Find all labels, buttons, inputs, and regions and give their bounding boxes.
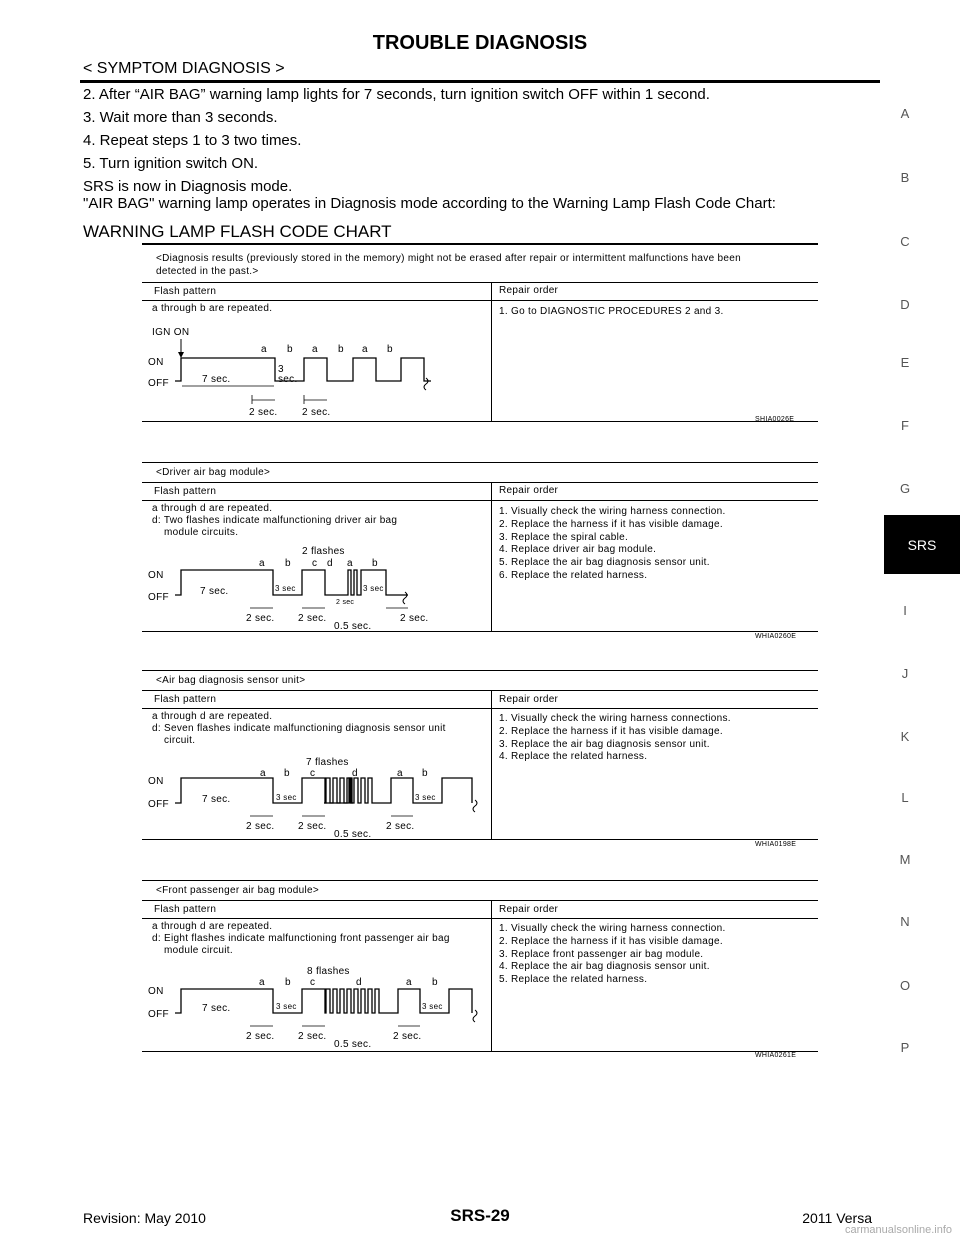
on-label: ON [148,776,164,787]
table-header-top-rule [142,690,818,691]
on-label: ON [148,986,164,997]
label-a: a [312,344,318,355]
side-index-o[interactable]: O [899,978,911,993]
repair-order-header: Repair order [499,694,559,705]
footer-watermark: carmanualsonline.info [844,1224,952,1236]
label-b: b [284,768,290,779]
repair-step: 4. Replace driver air bag module. [499,544,657,556]
repair-step: 3. Replace front passenger air bag module. [499,948,704,960]
header-rule [142,300,818,301]
side-index-d[interactable]: D [900,297,910,312]
column-divider [491,690,492,840]
label-b: b [432,977,438,988]
label-a: a [397,768,403,779]
label-b: b [387,344,393,355]
table-lead-line: <Air bag diagnosis sensor unit> [156,675,306,686]
break-mark [473,1010,477,1022]
off-label: OFF [148,1009,169,1020]
footer-page-number: SRS-29 [450,1206,510,1225]
column-divider [491,482,492,632]
footer-revision: Revision: May 2010 [83,1210,206,1226]
flash-code-table-sensor-unit [142,670,818,850]
label-b: b [287,344,293,355]
two-sec-label: 2 sec. [249,407,278,418]
flash-pattern-diagram [142,962,487,1054]
repair-step: 5. Replace the related harness. [499,974,648,986]
side-index-e[interactable]: E [900,355,910,370]
label-b: b [372,558,378,569]
paragraph-diagnosis-mode: SRS is now in Diagnosis mode. [83,178,293,195]
paragraph-warning-lamp: "AIR BAG" warning lamp operates in Diagnosis mode according to the Warning Lamp Flash Code Chart: [83,195,776,212]
label-b: b [422,768,428,779]
waveform-flashes [324,778,472,803]
side-index-c[interactable]: C [900,234,910,249]
flash-count-label: 2 flashes [302,546,345,557]
label-b: b [285,977,291,988]
table-lead-line: <Front passenger air bag module> [156,885,320,896]
table-header-top-rule [142,900,818,901]
on-label: ON [148,570,164,581]
half-sec-label: 0.5 sec. [334,621,372,632]
two-sec-label: 2 sec [336,599,355,606]
repair-order-header: Repair order [499,485,559,496]
condition-line: module circuits. [164,527,239,538]
half-sec-label: 0.5 sec. [334,1039,372,1050]
flash-count-label: 8 flashes [307,966,350,977]
flash-code-table-memory [142,250,818,430]
header-rule [142,708,818,709]
step-4: 4. Repeat steps 1 to 3 two times. [83,132,302,149]
table-top-rule [142,462,818,463]
seven-sec-label: 7 sec. [202,1003,231,1014]
figure-code: SHIA0026E [755,416,795,423]
step-3: 3. Wait more than 3 seconds. [83,109,278,126]
three-sec-label: sec. [278,374,298,385]
side-index-j[interactable]: J [901,666,909,681]
label-c: c [310,768,316,779]
repair-step: 3. Replace the spiral cable. [499,531,629,543]
side-index-a[interactable]: A [900,106,910,121]
side-index-b[interactable]: B [900,170,910,185]
three-sec-label: 3 sec [276,1002,297,1011]
seven-sec-label: 7 sec. [202,794,231,805]
two-sec-label: 2 sec. [386,821,415,832]
three-sec-label: 3 sec [415,793,436,802]
flash-condition [152,503,487,539]
two-sec-label: 2 sec. [298,1031,327,1042]
repair-step: 6. Replace the related harness. [499,569,648,581]
two-sec-label: 2 sec. [246,613,275,624]
condition-line: a through b are repeated. [152,303,273,314]
repair-order-list [499,506,814,583]
break-mark [403,592,407,604]
figure-code: WHIA0260E [755,633,797,640]
off-label: OFF [148,378,169,389]
flash-code-table-driver [142,462,818,642]
label-d: d [352,768,358,779]
off-label: OFF [148,799,169,810]
page-title: TROUBLE DIAGNOSIS [372,32,588,54]
table-top-rule [142,670,818,671]
two-sec-label: 2 sec. [302,407,331,418]
table-top-rule [142,282,818,283]
side-index-k[interactable]: K [900,729,910,744]
label-c: c [312,558,318,569]
two-sec-label: 2 sec. [298,821,327,832]
flash-condition [152,711,487,747]
label-a: a [259,977,265,988]
three-sec-label: 3 sec [363,584,384,593]
flash-condition [152,303,487,315]
step-5: 5. Turn ignition switch ON. [83,155,259,172]
condition-line: a through d are repeated. [152,711,273,722]
chart-heading-rule [142,243,818,245]
repair-step: 2. Replace the harness if it has visible damage. [499,725,723,737]
condition-line: d: Seven flashes indicate malfunctioning diagnosis sensor unit [152,723,446,734]
repair-step: 1. Go to DIAGNOSTIC PROCEDURES 2 and 3. [499,306,724,317]
figure-code: WHIA0261E [755,1052,797,1059]
condition-line: d: Eight flashes indicate malfunctioning front passenger air bag [152,933,450,944]
label-a: a [260,768,266,779]
condition-line: module circuit. [164,945,233,956]
label-a: a [261,344,267,355]
column-divider [491,282,492,422]
condition-line: d: Two flashes indicate malfunctioning driver air bag [152,515,398,526]
ign-on-label: IGN ON [152,327,190,338]
repair-step: 3. Replace the air bag diagnosis sensor unit. [499,738,710,750]
side-index-m[interactable]: M [899,852,911,867]
flash-pattern-diagram [142,542,487,634]
column-divider [491,900,492,1052]
half-sec-label: 0.5 sec. [334,829,372,840]
side-index-i[interactable]: I [903,603,907,618]
flash-pattern-header: Flash pattern [154,286,217,297]
on-label: ON [148,357,164,368]
repair-order-list [499,923,814,987]
label-a: a [259,558,265,569]
table-lead-line: <Diagnosis results (previously stored in the memory) might not be erased after repair or intermittent malfunctions have been [156,253,741,264]
label-a: a [347,558,353,569]
seven-sec-label: 7 sec. [200,586,229,597]
condition-line: a through d are repeated. [152,921,273,932]
ign-on-arrowhead [178,352,184,358]
flash-pattern-header: Flash pattern [154,486,217,497]
label-a: a [362,344,368,355]
side-index-n[interactable]: N [900,914,910,929]
repair-order-list [499,306,814,319]
repair-step: 2. Replace the harness if it has visible damage. [499,935,723,947]
flash-pattern-diagram [142,750,487,842]
three-sec-label: 3 sec [422,1002,443,1011]
table-bottom-rule [142,1051,818,1052]
table-lead-line: <Driver air bag module> [156,467,271,478]
label-b: b [338,344,344,355]
repair-step: 5. Replace the air bag diagnosis sensor unit. [499,557,710,569]
side-index-p[interactable]: P [900,1040,910,1055]
off-label: OFF [148,592,169,603]
repair-step: 1. Visually check the wiring harness connection. [499,506,726,517]
step-2: 2. After “AIR BAG” warning lamp lights for 7 seconds, turn ignition switch OFF within 1 second. [83,86,710,103]
flash-pattern-diagram [142,320,482,420]
table-bottom-rule [142,421,818,422]
three-sec-label: 3 [278,364,284,375]
label-c: c [310,977,316,988]
side-index-f[interactable]: F [901,418,909,433]
label-d: d [356,977,362,988]
repair-order-header: Repair order [499,285,559,296]
flash-condition [152,921,487,957]
side-index-srs-active[interactable]: SRS [884,515,960,574]
flash-code-table-passenger [142,880,818,1060]
flash-pattern-header: Flash pattern [154,904,217,915]
break-mark [473,800,477,812]
repair-step: 1. Visually check the wiring harness connections. [499,713,731,724]
repair-order-list [499,713,814,764]
three-sec-label: 3 sec [275,584,296,593]
two-sec-label: 2 sec. [393,1031,422,1042]
table-bottom-rule [142,839,818,840]
three-sec-label: 3 sec [276,793,297,802]
table-top-rule [142,880,818,881]
chart-heading: WARNING LAMP FLASH CODE CHART [83,222,392,241]
table-header-top-rule [142,482,818,483]
table-bottom-rule [142,631,818,632]
label-d: d [327,558,333,569]
page-subtitle: < SYMPTOM DIAGNOSIS > [83,60,285,77]
two-sec-label: 2 sec. [298,613,327,624]
repair-step: 4. Replace the air bag diagnosis sensor unit. [499,961,710,973]
header-rule [142,500,818,501]
repair-step: 1. Visually check the wiring harness connection. [499,923,726,934]
condition-line: circuit. [164,735,196,746]
table-lead-line: detected in the past.> [156,266,259,277]
two-sec-label: 2 sec. [246,1031,275,1042]
side-index-l[interactable]: L [901,790,909,805]
repair-step: 2. Replace the harness if it has visible damage. [499,518,723,530]
seven-sec-label: 7 sec. [202,374,231,385]
side-index-g[interactable]: G [899,481,911,496]
flash-count-label: 7 flashes [306,757,349,768]
label-b: b [285,558,291,569]
two-sec-label: 2 sec. [246,821,275,832]
flash-pattern-header: Flash pattern [154,694,217,705]
figure-code: WHIA0198E [755,841,797,848]
condition-line: a through d are repeated. [152,503,273,514]
label-a: a [406,977,412,988]
header-rule [142,918,818,919]
header-rule [80,80,880,83]
repair-order-header: Repair order [499,904,559,915]
two-sec-label: 2 sec. [400,613,429,624]
repair-step: 4. Replace the related harness. [499,751,648,763]
footer-model: 2011 Versa [802,1210,872,1226]
